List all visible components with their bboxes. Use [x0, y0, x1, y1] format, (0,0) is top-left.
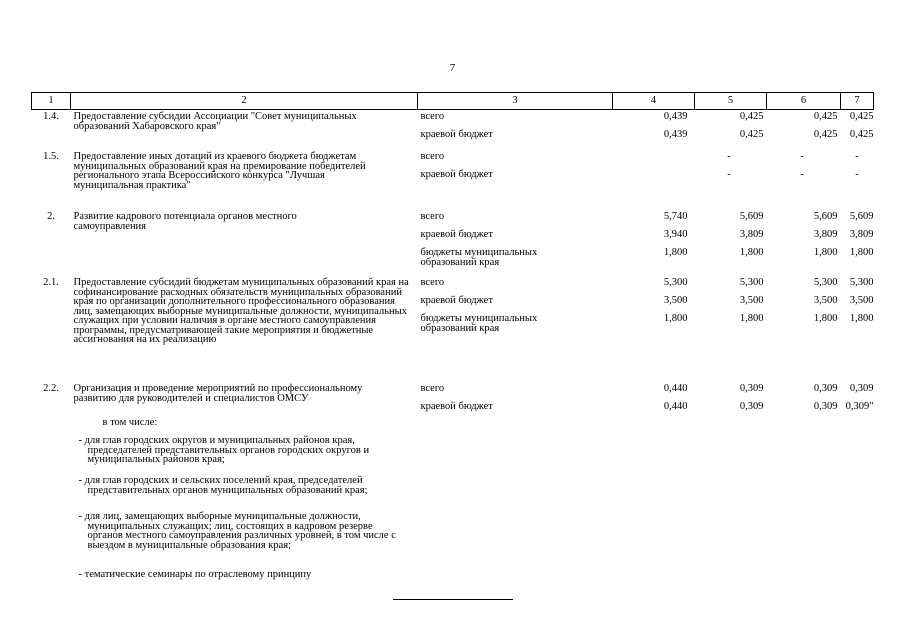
value-cell: 5,609 [849, 211, 874, 222]
list-item-text: - тематические семинары по отраслевому принципу [78, 569, 312, 580]
col7-values [841, 210, 874, 276]
col5-values [695, 150, 767, 210]
col7-values [841, 150, 874, 210]
table-header-row [32, 93, 874, 110]
col5-values [695, 276, 767, 382]
col6-values [767, 276, 841, 382]
row-name [71, 150, 418, 210]
value-cell: - [800, 169, 804, 180]
header-col-4: 4 [613, 93, 695, 110]
source-label: всего [420, 211, 445, 222]
page-number: 7 [449, 62, 456, 74]
row-number: 2.2. [43, 383, 59, 394]
table-row [32, 382, 874, 584]
row-number: 1.5. [43, 151, 59, 162]
col4-values [613, 210, 695, 276]
row-sources [418, 150, 613, 210]
value-cell: - [800, 151, 804, 162]
table-row [32, 210, 874, 276]
value-cell: 0,425 [813, 129, 838, 140]
value-cell: 1,800 [849, 313, 874, 324]
header-col-5: 5 [695, 93, 767, 110]
col6-values [767, 382, 841, 584]
value-cell: 3,500 [739, 295, 764, 306]
source-label: всего [420, 151, 445, 162]
value-cell: 0,309 [813, 401, 838, 412]
value-cell: 0,425 [849, 111, 874, 122]
source-label: краевой бюджет [420, 229, 493, 240]
value-cell: 1,800 [813, 313, 838, 324]
value-cell: 0,309 [739, 383, 764, 394]
footer-separator-line [393, 599, 513, 600]
value-cell: - [727, 151, 731, 162]
header-col-6: 6 [767, 93, 841, 110]
row-name-text: Предоставление субсидий бюджетам муниципальных образований края на софинансирование расходных обязательств муниципальных образований края по организации дополнительного профессионального образования лиц, замещающих выборные муниципальные должности, муниципальных служащих при условии наличия в органе местного самоуправления программы, предусматривающей такие мероприятия и бюджетные ассигнования на их реализацию [73, 277, 409, 345]
value-cell: 0,425 [813, 111, 838, 122]
value-cell: 5,609 [739, 211, 764, 222]
table-row [32, 276, 874, 382]
row-name [71, 210, 418, 276]
value-cell: 3,809 [739, 229, 764, 240]
col7-values [841, 110, 874, 151]
row-sources [418, 276, 613, 382]
row-name [71, 110, 418, 151]
value-cell: 1,800 [813, 247, 838, 258]
row-name-text: Предоставление иных дотаций из краевого бюджета бюджетам муниципальных образований края на премирование победителей регионального этапа Всероссийского конкурса "Лучшая муниципальная практика" [73, 151, 366, 191]
row-name-text: Организация и проведение мероприятий по профессиональному развитию для руководителей и специалистов ОМСУ [73, 383, 363, 404]
value-cell: 3,500 [813, 295, 838, 306]
col7-values [841, 276, 874, 382]
col6-values [767, 150, 841, 210]
value-cell: - [855, 169, 859, 180]
list-item-text: - для лиц, замещающих выборные муниципальные должности, муниципальных служащих; лиц, состоящих в кадровом резерве органов местного самоуправления различных уровней, в том числе с выездом в муниципальные образования края; [78, 511, 396, 551]
value-cell: 3,809 [813, 229, 838, 240]
value-cell: 5,300 [663, 277, 688, 288]
row-name [71, 276, 418, 382]
value-cell: 0,309 [813, 383, 838, 394]
source-label: краевой бюджет [420, 401, 493, 412]
value-cell: 1,800 [663, 247, 688, 258]
budget-table [31, 92, 874, 584]
value-cell: 5,740 [663, 211, 688, 222]
col6-values [767, 110, 841, 151]
value-cell: 3,500 [849, 295, 874, 306]
value-cell: 3,500 [663, 295, 688, 306]
value-cell: 0,309 [739, 401, 764, 412]
source-label: всего [420, 383, 445, 394]
value-cell: 1,800 [739, 313, 764, 324]
row-number: 2. [47, 211, 55, 222]
col6-values [767, 210, 841, 276]
source-label: краевой бюджет [420, 295, 493, 306]
value-cell: 3,940 [663, 229, 688, 240]
list-item-text: - для глав городских округов и муниципальных районов края, председателей представительных органов городских округов и муниципальных районов края; [78, 435, 370, 465]
header-col-3: 3 [418, 93, 613, 110]
source-label: бюджеты муниципальных образований края [420, 247, 538, 268]
value-cell: 5,300 [739, 277, 764, 288]
row-sources [418, 210, 613, 276]
list-item [74, 570, 409, 584]
table-row [32, 110, 874, 151]
col5-values [695, 210, 767, 276]
value-cell: 5,300 [849, 277, 874, 288]
source-label: всего [420, 277, 445, 288]
value-cell: 1,800 [849, 247, 874, 258]
value-cell: - [727, 169, 731, 180]
col4-values [613, 110, 695, 151]
col7-values [841, 382, 874, 584]
value-cell: 0,425 [849, 129, 874, 140]
col5-values [695, 382, 767, 584]
value-cell [613, 170, 688, 188]
value-cell: 0,309" [845, 401, 874, 412]
value-cell: 0,425 [739, 111, 764, 122]
row-number: 1.4. [43, 111, 59, 122]
row-sources [418, 382, 613, 584]
source-label: краевой бюджет [420, 129, 493, 140]
value-cell: 0,439 [663, 129, 688, 140]
list-item [74, 512, 409, 570]
row-name [71, 382, 418, 584]
value-cell: 1,800 [739, 247, 764, 258]
value-cell: 0,440 [663, 383, 688, 394]
value-cell: 3,809 [849, 229, 874, 240]
value-cell: 5,300 [813, 277, 838, 288]
header-col-1: 1 [32, 93, 71, 110]
source-label: краевой бюджет [420, 169, 493, 180]
header-col-2: 2 [71, 93, 418, 110]
value-cell: 5,609 [813, 211, 838, 222]
row-sources [418, 110, 613, 151]
row-name-text: Предоставление субсидии Ассоциации "Совет муниципальных образований Хабаровского края" [73, 111, 357, 132]
col4-values [613, 382, 695, 584]
col4-values [613, 150, 695, 210]
list-item [74, 436, 409, 476]
source-label: всего [420, 111, 445, 122]
value-cell: 0,439 [663, 111, 688, 122]
value-cell: 1,800 [663, 313, 688, 324]
value-cell: - [855, 151, 859, 162]
list-item-text: - для глав городских и сельских поселений края, председателей представительных органов муниципальных образований края; [78, 475, 368, 496]
value-cell [613, 152, 688, 170]
value-cell: 0,440 [663, 401, 688, 412]
col4-values [613, 276, 695, 382]
header-col-7: 7 [841, 93, 874, 110]
row-number: 2.1. [43, 277, 59, 288]
col5-values [695, 110, 767, 151]
value-cell: 0,309 [849, 383, 874, 394]
row-name-text: Развитие кадрового потенциала органов местного самоуправления [73, 211, 297, 232]
source-label: бюджеты муниципальных образований края [420, 313, 538, 334]
list-item [74, 476, 409, 512]
value-cell: 0,425 [739, 129, 764, 140]
in-that-number-label: в том числе: [102, 417, 158, 428]
table-row [32, 150, 874, 210]
